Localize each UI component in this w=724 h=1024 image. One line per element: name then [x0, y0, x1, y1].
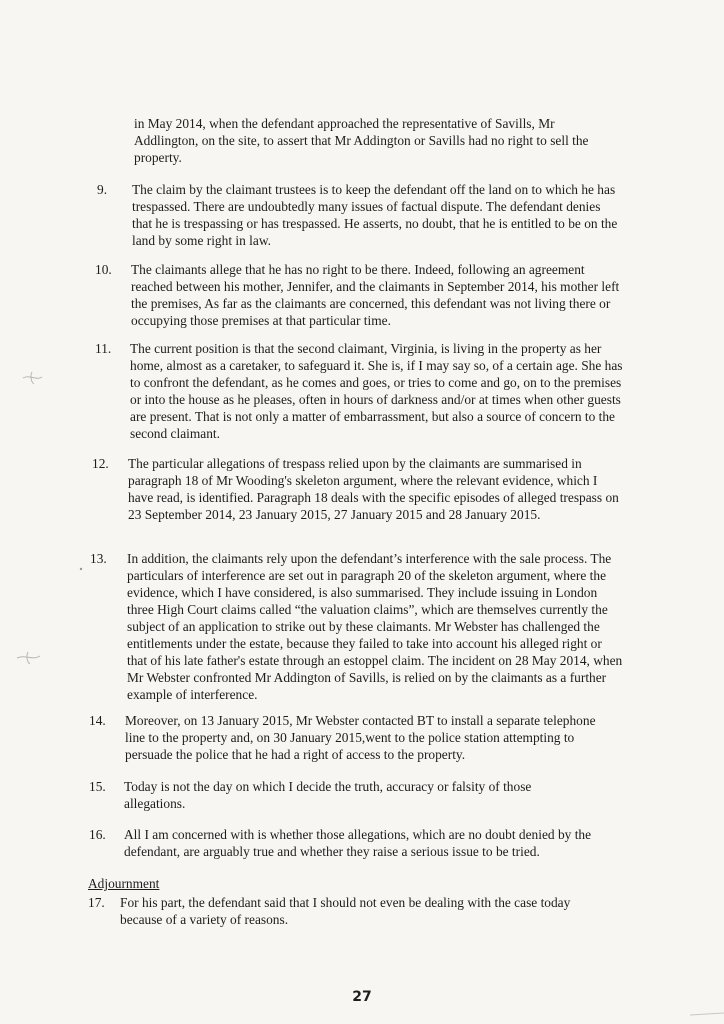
paragraph-text: in May 2014, when the defendant approached the representative of Savills, Mr Addlington, on the site, to assert that Mr Addington or Savills had no right to sell the property. — [134, 116, 589, 165]
scan-mark-2 — [14, 648, 48, 668]
paragraph-text: Today is not the day on which I decide the truth, accuracy or falsity of those allegations. — [124, 779, 532, 811]
paragraph-number: 11. — [95, 341, 112, 356]
paragraph-number: 16. — [89, 827, 106, 842]
paragraph-number: 12. — [92, 456, 109, 471]
paragraph-text: All I am concerned with is whether those allegations, which are no doubt denied by the defendant, are arguably true and whether they raise a serious issue to be tried. — [124, 827, 592, 859]
paragraph-text: For his part, the defendant said that I should not even be dealing with the case today because of a variety of reasons. — [120, 895, 571, 927]
paragraph-text: The current position is that the second claimant, Virginia, is living in the property as her home, almost as a caretaker, to safeguard it. She is, if I may say so, of a certain age. She has to confront the defendant, as he comes and goes, or tries to come and go, on to the premises or into the house as he pleases, often in hours of darkness and/or at times when other guests are present. That is not only a matter of embarrassment, but also a source of concern to the second claimant. — [130, 341, 623, 441]
page-number: 27 — [352, 989, 372, 1005]
paragraph-number: 13. — [90, 551, 107, 566]
paragraph-number: 15. — [89, 779, 106, 794]
section-heading: Adjournment — [88, 876, 160, 891]
paragraph-text: Moreover, on 13 January 2015, Mr Webster contacted BT to install a separate telephone line to the property and, on 30 January 2015,went to the police station attempting to persuade the police that he had a right of access to the property. — [125, 713, 596, 762]
paragraph-text: The particular allegations of trespass relied upon by the claimants are summarised in paragraph 18 of Mr Wooding's skeleton argument, where the relevant evidence, which I have read, is identified. Paragraph 18 deals with the specific episodes of alleged trespass on 23 September 2014, 23 January 2015, 27 January 2015 and 28 January 2015. — [128, 456, 619, 522]
paragraph-number: 14. — [89, 713, 106, 728]
paragraph-text: The claim by the claimant trustees is to keep the defendant off the land on to which he has trespassed. There are undoubtedly many issues of factual dispute. The defendant denies that he is trespassing or has trespassed. He asserts, no doubt, that he is entitled to be on the land by some right in law. — [132, 182, 618, 248]
scan-dot — [78, 566, 84, 572]
paragraph-number: 9. — [97, 182, 108, 197]
paragraph-number: 10. — [95, 262, 112, 277]
paragraph-text: In addition, the claimants rely upon the defendant’s interference with the sale process. The particulars of interference are set out in paragraph 20 of the skeleton argument, where the evidence, which I have considered, is also summarised. They include issuing in London three High Court claims called “the valuation claims”, which are themselves currently the subject of an application to strike out by these claimants. Mr Webster has challenged the entitlements under the estate, because they failed to take into account his alleged right or that of his late father's estate through an estoppel claim. The incident on 28 May 2014, when Mr Webster confronted Mr Addington of Savills, is relied on by the claimants as a further example of interference. — [127, 551, 623, 702]
paragraph-number: 17. — [88, 895, 105, 910]
scan-line — [690, 1010, 724, 1018]
paragraph-text: The claimants allege that he has no right to be there. Indeed, following an agreement reached between his mother, Jennifer, and the claimants in September 2014, his mother left the premises, As far as the claimants are concerned, this defendant was not living there or occupying those premises at that particular time. — [131, 262, 620, 328]
scan-mark-1 — [20, 368, 50, 388]
